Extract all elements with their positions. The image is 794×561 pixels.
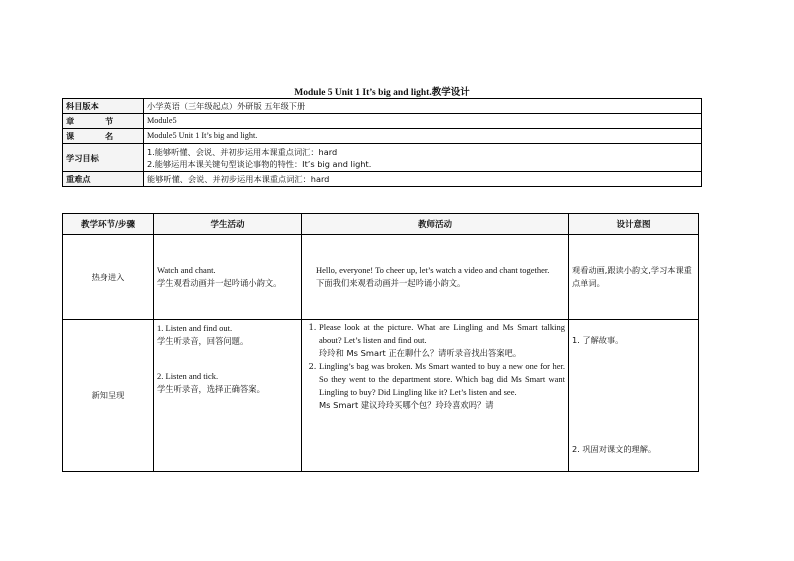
info-value-lesson: Module5 Unit 1 It’s big and light.	[144, 129, 702, 144]
info-value-subject: 小学英语（三年级起点）外研版 五年级下册	[144, 99, 702, 114]
objective-line-1: 1.能够听懂、会说、并初步运用本课重点词汇：hard	[147, 146, 338, 157]
student-activity-warmup	[154, 235, 302, 320]
teacher-activity-presentation	[302, 320, 569, 472]
student-line: Watch and chant.	[157, 265, 216, 275]
teacher-line: Lingling’s bag was broken. Ms Smart wanted to buy a new one for her. So they went to the department store. Which bag did Ms Smart want Lingling to buy? Did Lingling like it? Let’s listen and see.	[319, 361, 565, 397]
teacher-line: Please look at the picture. What are Lingling and Ms Smart talking about? Let’s listen and find out.	[319, 322, 565, 345]
header-teacher: 教师活动	[302, 214, 569, 235]
student-line: 1. Listen and find out.	[157, 323, 233, 333]
info-value-chapter: Module5	[144, 114, 702, 129]
info-label-keypoints: 重难点	[63, 172, 144, 187]
header-stage: 教学环节/步骤	[63, 214, 154, 235]
table-row	[63, 320, 699, 472]
document-title: Module 5 Unit 1 It’s big and light.教学设计	[294, 88, 470, 98]
stage-presentation: 新知呈现	[63, 320, 154, 472]
student-line: 学生观看动画并一起吟诵小韵文。	[157, 278, 282, 288]
header-student: 学生活动	[154, 214, 302, 235]
purpose-line: 2. 巩固对课文的理解。	[572, 444, 657, 454]
objective-line-2: 2.能够运用本课关键句型谈论事物的特性：It’s big and light.	[147, 158, 372, 169]
purpose-presentation	[569, 320, 699, 472]
info-value-objectives	[144, 144, 702, 172]
teacher-line: 下面我们来观看动画并一起吟诵小韵文。	[316, 278, 466, 288]
info-label-subject: 科目版本	[63, 99, 144, 114]
info-value-keypoints: 能够听懂、会说、并初步运用本课重点词汇：hard	[144, 172, 702, 187]
student-line: 2. Listen and tick.	[157, 371, 219, 381]
course-info-table	[62, 98, 702, 187]
teacher-item	[319, 321, 565, 360]
student-line: 学生听录音，回答问题。	[157, 336, 249, 346]
info-label-lesson: 课 名	[63, 129, 144, 144]
student-activity-presentation	[154, 320, 302, 472]
info-label-chapter: 章 节	[63, 114, 144, 129]
info-label-objectives: 学习目标	[63, 144, 144, 172]
teacher-line: Hello, everyone! To cheer up, let’s watch a video and chant together.	[316, 265, 550, 275]
teacher-activity-warmup	[302, 235, 569, 320]
table-row	[63, 235, 699, 320]
purpose-warmup: 观看动画,跟读小韵文,学习本课重点单词。	[569, 235, 699, 320]
teacher-item	[319, 360, 565, 412]
header-purpose: 设计意图	[569, 214, 699, 235]
teacher-line: 玲玲和 Ms Smart 正在聊什么？请听录音找出答案吧。	[319, 348, 522, 358]
purpose-line: 1. 了解故事。	[572, 335, 624, 345]
teaching-process-table	[62, 213, 699, 472]
teacher-line: Ms Smart 建议玲玲买哪个包？玲玲喜欢吗？请	[319, 400, 494, 410]
student-line: 学生听录音，选择正确答案。	[157, 384, 265, 394]
stage-warmup: 热身进入	[63, 235, 154, 320]
